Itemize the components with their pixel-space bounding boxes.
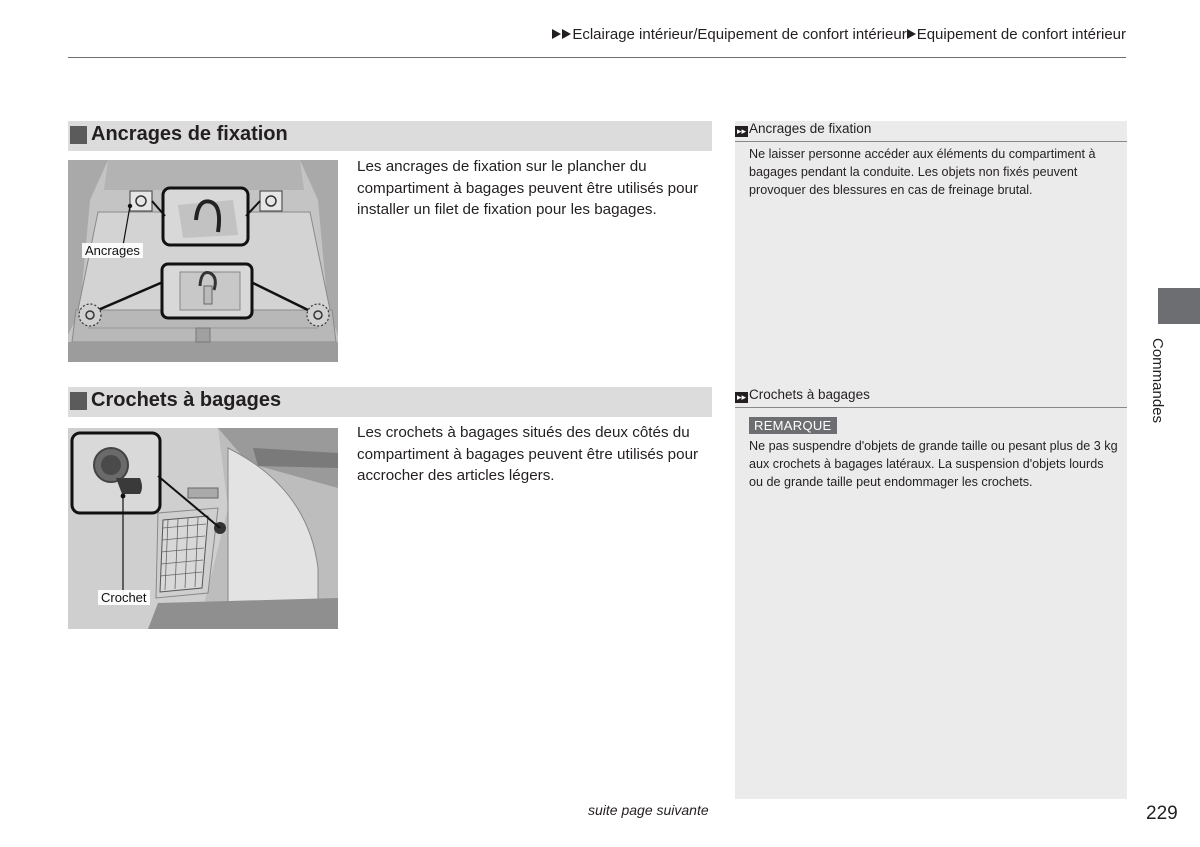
- section-title-bar: [68, 121, 712, 151]
- breadcrumb-item[interactable]: Eclairage intérieur/Equipement de confort intérieur: [572, 26, 907, 43]
- section-square-icon: [70, 126, 87, 144]
- reference-arrow-icon: ▸▸: [736, 392, 747, 402]
- side-note-heading: [735, 387, 1127, 408]
- chapter-tab-label[interactable]: Commandes: [1149, 338, 1166, 424]
- figure-label-hook: Crochet: [98, 590, 150, 605]
- breadcrumb-arrow-icon: [552, 29, 561, 39]
- continued-note: suite page suivante: [588, 802, 709, 818]
- side-note-heading-text: Ancrages de fixation: [749, 121, 872, 136]
- section-title: Crochets à bagages: [91, 389, 282, 411]
- side-note-text: Ne pas suspendre d'objets de grande taille ou pesant plus de 3 kg aux crochets à bagages latéraux. La suspension d'objets lourds ou de grande taille peut endommager les crochets.: [749, 439, 1118, 490]
- reference-arrow-icon: ▸▸: [736, 126, 747, 136]
- side-note-heading: [735, 121, 1127, 142]
- section-title-bar: [68, 387, 712, 417]
- side-note-text: Ne laisser personne accéder aux éléments du compartiment à bagages pendant la conduite. Les objets non fixés peuvent provoquer des blessures en cas de freinage brutal.: [749, 147, 1096, 198]
- side-note-heading-text: Crochets à bagages: [749, 387, 870, 402]
- trunk-floor-image: [68, 160, 338, 362]
- breadcrumb-arrow-icon: [907, 29, 916, 39]
- breadcrumb-item[interactable]: Equipement de confort intérieur: [916, 26, 1126, 43]
- hook-illustration: [68, 428, 338, 629]
- breadcrumb-arrow-icon: [562, 29, 571, 39]
- page-number: 229: [1146, 803, 1178, 824]
- section-body-text: Les crochets à bagages situés des deux côtés du compartiment à bagages peuvent être utilisés pour accrocher des articles légers.: [357, 424, 699, 484]
- section-square-icon: [70, 392, 87, 410]
- anchors-illustration: [68, 160, 338, 362]
- chapter-tab[interactable]: [1158, 288, 1200, 324]
- figure-label-anchors: Ancrages: [82, 243, 143, 258]
- section-title: Ancrages de fixation: [91, 123, 288, 145]
- section-body-text: Les ancrages de fixation sur le plancher du compartiment à bagages peuvent être utilisés pour installer un filet de fixation pour les bagages.: [357, 158, 699, 218]
- breadcrumb: [552, 26, 1126, 43]
- remarque-badge: REMARQUE: [749, 417, 837, 434]
- side-notes-column: [735, 121, 1127, 799]
- page-header: [68, 20, 1126, 58]
